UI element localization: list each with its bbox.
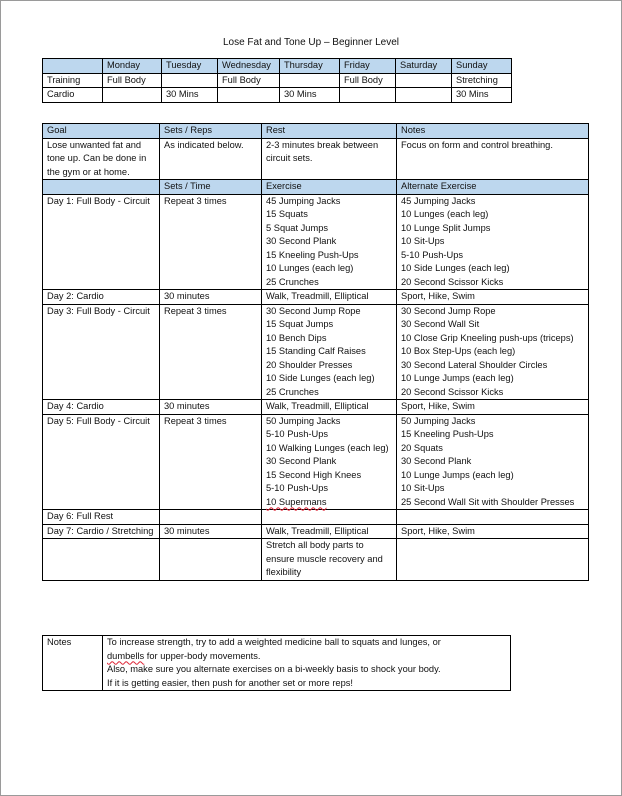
day-sets-cell: Repeat 3 times: [160, 194, 262, 290]
alternate-item: 10 Lunge Jumps (each leg): [401, 469, 514, 480]
day-alternate-cell: [397, 400, 589, 415]
alternate-item: Sport, Hike, Swim: [401, 291, 475, 301]
day-exercise-cell: [262, 400, 397, 415]
notes-line-rest: for upper-body movements.: [144, 650, 261, 661]
alternate-item: 10 Close Grip Kneeling push-ups (triceps): [401, 332, 574, 343]
day-sets-cell: 30 minutes: [160, 290, 262, 305]
alternate-item: 5-10 Push-Ups: [401, 249, 464, 260]
weekly-header-cell: Monday: [103, 59, 162, 74]
day-alternate-cell: [397, 510, 589, 525]
day-exercise-cell: [262, 194, 397, 290]
alternate-item: 50 Jumping Jacks: [401, 415, 476, 426]
day-alternate-cell: [397, 290, 589, 305]
day-alternate-cell: [397, 539, 589, 581]
notes-line: To increase strength, try to add a weighted medicine ball to squats and lunges, or: [107, 637, 441, 647]
day-sets-cell: 30 minutes: [160, 400, 262, 415]
exercise-item: 5-10 Push-Ups: [266, 429, 329, 439]
exercise-item: 15 Standing Calf Raises: [266, 346, 366, 356]
plan-subheader-row: [43, 180, 589, 195]
alternate-item: 25 Second Wall Sit with Shoulder Presses: [401, 496, 575, 507]
plan-header-cell: Goal: [43, 124, 160, 139]
alternate-item: 30 Second Lateral Shoulder Circles: [401, 359, 548, 370]
weekly-training-row: [43, 73, 512, 88]
plan-subheader-cell: Alternate Exercise: [397, 180, 589, 195]
exercise-item: 15 Squat Jumps: [266, 319, 334, 329]
day-label-cell: Day 2: Cardio: [43, 290, 160, 305]
weekly-header-cell: Saturday: [396, 59, 452, 74]
plan-header-row: [43, 124, 589, 139]
exercise-item: 15 Kneeling Push-Ups: [266, 249, 359, 260]
weekly-cell: [280, 73, 340, 88]
notes-row: [43, 636, 511, 691]
weekly-cell: Full Body: [340, 73, 396, 88]
day-exercise-cell: [262, 290, 397, 305]
weekly-cell: [340, 88, 396, 103]
day-alternate-cell: [397, 304, 589, 400]
day-exercise-cell: [262, 414, 397, 510]
plan-header-cell: Sets / Reps: [160, 124, 262, 139]
weekly-cardio-row: [43, 88, 512, 103]
day-label-cell: Day 7: Cardio / Stretching: [43, 524, 160, 539]
plan-subheader-cell: Exercise: [262, 180, 397, 195]
goal-cell: Lose unwanted fat and tone up. Can be done in the gym or at home.: [43, 138, 160, 180]
day-label-cell: Day 1: Full Body - Circuit: [43, 194, 160, 290]
goal-row: [43, 138, 589, 180]
weekly-header-row: [43, 59, 512, 74]
exercise-item: 30 Second Jump Rope: [266, 305, 361, 316]
day-row: [43, 539, 589, 581]
weekly-cell: [396, 73, 452, 88]
alternate-item: 10 Lunge Split Jumps: [401, 222, 491, 233]
day-label-cell: Day 6: Full Rest: [43, 510, 160, 525]
notes-line: [107, 650, 506, 664]
notes-body: [103, 636, 511, 691]
weekly-cell: [162, 73, 218, 88]
notes-line-misspelled: dumbells: [107, 650, 145, 661]
exercise-item: Walk, Treadmill, Elliptical: [266, 291, 369, 301]
exercise-item: 30 Second Plank: [266, 456, 337, 466]
alternate-item: 30 Second Wall Sit: [401, 319, 480, 329]
day-label-cell: Day 5: Full Body - Circuit: [43, 414, 160, 510]
day-alternate-cell: [397, 414, 589, 510]
exercise-item: Stretch all body parts to ensure muscle recovery and flexibility: [266, 540, 383, 577]
plan-subheader-cell: [43, 180, 160, 195]
alternate-item: 10 Lunges (each leg): [401, 209, 489, 219]
plan-subheader-cell: Sets / Time: [160, 180, 262, 195]
weekly-header-cell: [43, 59, 103, 74]
weekly-schedule-table: [42, 58, 512, 103]
weekly-cell: 30 Mins: [452, 88, 512, 103]
day-rows: [43, 194, 589, 580]
exercise-item: 15 Squats: [266, 209, 308, 219]
day-exercise-cell: [262, 539, 397, 581]
exercise-item: 10 Side Lunges (each leg): [266, 373, 375, 383]
day-exercise-cell: [262, 510, 397, 525]
day-row: [43, 400, 589, 415]
exercise-item: 10 Bench Dips: [266, 332, 327, 343]
exercise-item: 5 Squat Jumps: [266, 222, 329, 233]
day-row: [43, 304, 589, 400]
day-sets-cell: [160, 539, 262, 581]
notes-line: If it is getting easier, then push for another set or more reps!: [107, 677, 353, 688]
notes-line: Also, make sure you alternate exercises on a bi-weekly basis to shock your body.: [107, 664, 441, 674]
day-sets-cell: Repeat 3 times: [160, 304, 262, 400]
exercise-item: 15 Second High Knees: [266, 469, 362, 480]
goal-rest-cell: 2-3 minutes break between circuit sets.: [262, 138, 397, 180]
day-row: [43, 290, 589, 305]
exercise-item: 25 Crunches: [266, 386, 319, 397]
weekly-cell: 30 Mins: [162, 88, 218, 103]
weekly-header-cell: Thursday: [280, 59, 340, 74]
day-label-cell: Day 3: Full Body - Circuit: [43, 304, 160, 400]
exercise-item: 5-10 Push-Ups: [266, 483, 329, 493]
alternate-item: 20 Second Scissor Kicks: [401, 276, 504, 287]
alternate-item: 45 Jumping Jacks: [401, 195, 476, 206]
day-alternate-cell: [397, 524, 589, 539]
day-label-cell: Day 4: Cardio: [43, 400, 160, 415]
exercise-item: Walk, Treadmill, Elliptical: [266, 525, 369, 536]
alternate-item: 10 Box Step-Ups (each leg): [401, 346, 516, 356]
day-row: [43, 194, 589, 290]
weekly-cell: Full Body: [103, 73, 162, 88]
alternate-item: 20 Squats: [401, 442, 443, 453]
weekly-cell: 30 Mins: [280, 88, 340, 103]
alternate-item: 15 Kneeling Push-Ups: [401, 429, 494, 439]
weekly-cell: Stretching: [452, 73, 512, 88]
alternate-item: 10 Lunge Jumps (each leg): [401, 373, 514, 383]
weekly-header-cell: Tuesday: [162, 59, 218, 74]
weekly-header-cell: Sunday: [452, 59, 512, 74]
workout-plan-table: [42, 123, 589, 581]
notes-table: [42, 635, 511, 691]
exercise-item: 50 Jumping Jacks: [266, 415, 341, 426]
exercise-item: 45 Jumping Jacks: [266, 195, 341, 206]
plan-header-cell: Notes: [397, 124, 589, 139]
day-exercise-cell: [262, 524, 397, 539]
day-sets-cell: Repeat 3 times: [160, 414, 262, 510]
exercise-item: Walk, Treadmill, Elliptical: [266, 401, 369, 411]
alternate-item: Sport, Hike, Swim: [401, 525, 475, 536]
exercise-item: 20 Shoulder Presses: [266, 359, 353, 370]
weekly-cell: Cardio: [43, 88, 103, 103]
day-exercise-cell: [262, 304, 397, 400]
page-title: Lose Fat and Tone Up – Beginner Level: [222, 37, 400, 48]
day-alternate-cell: [397, 194, 589, 290]
alternate-item: 20 Second Scissor Kicks: [401, 386, 504, 397]
alternate-item: 30 Second Jump Rope: [401, 305, 496, 316]
weekly-header-cell: Wednesday: [218, 59, 280, 74]
weekly-cell: Full Body: [218, 73, 280, 88]
alternate-item: 30 Second Plank: [401, 456, 472, 466]
exercise-item: 25 Crunches: [266, 276, 319, 287]
day-sets-cell: 30 minutes: [160, 524, 262, 539]
weekly-cell: [218, 88, 280, 103]
day-label-cell: [43, 539, 160, 581]
alternate-item: Sport, Hike, Swim: [401, 401, 475, 411]
alternate-item: 10 Side Lunges (each leg): [401, 263, 510, 273]
exercise-item: 10 Lunges (each leg): [266, 263, 354, 273]
weekly-cell: [103, 88, 162, 103]
exercise-item: 10 Supermans: [266, 496, 327, 507]
day-row: [43, 414, 589, 510]
exercise-item: 10 Walking Lunges (each leg): [266, 442, 389, 453]
alternate-item: 10 Sit-Ups: [401, 483, 445, 493]
goal-notes-cell: Focus on form and control breathing.: [397, 138, 589, 180]
exercise-item: 30 Second Plank: [266, 236, 337, 246]
day-row: [43, 524, 589, 539]
goal-sets-cell: As indicated below.: [160, 138, 262, 180]
notes-label: Notes: [43, 636, 103, 691]
weekly-cell: [396, 88, 452, 103]
plan-header-cell: Rest: [262, 124, 397, 139]
weekly-header-cell: Friday: [340, 59, 396, 74]
weekly-cell: Training: [43, 73, 103, 88]
day-sets-cell: [160, 510, 262, 525]
day-row: [43, 510, 589, 525]
alternate-item: 10 Sit-Ups: [401, 236, 445, 246]
